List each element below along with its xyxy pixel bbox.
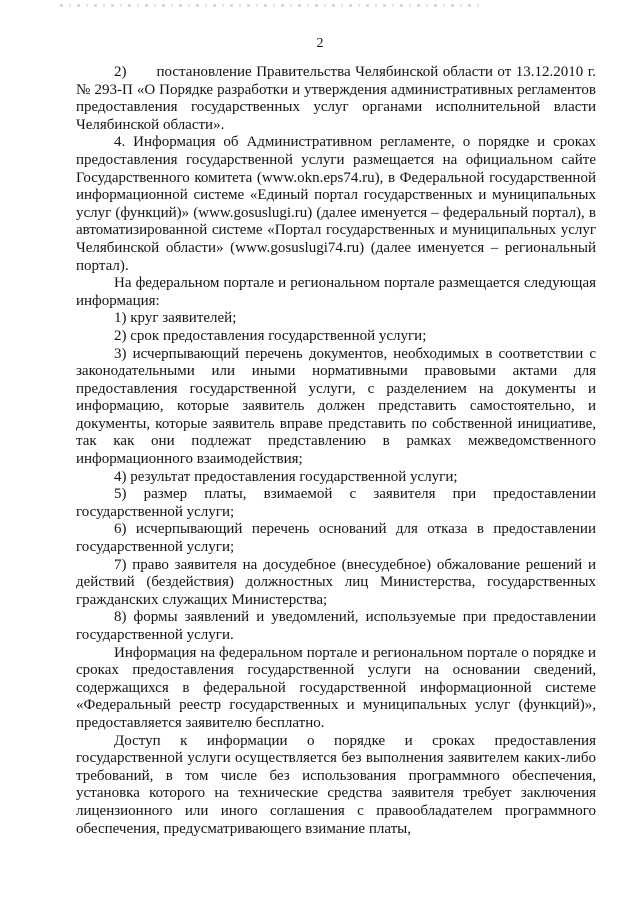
document-body: [76, 64, 596, 838]
page-number: 2: [316, 36, 324, 51]
paragraph-resolution-reference: 2) постановление Правительства Челябинской области от 13.12.2010 г. № 293-П «О Порядке разработки и утверждения административных регламентов предоставления государственных услуг органами исполнительной власти Челябинской области».: [76, 64, 596, 133]
list-item-applicants: 1) круг заявителей;: [114, 310, 237, 327]
scan-artifact: [60, 4, 480, 7]
list-item-refusal-grounds: 6) исчерпывающий перечень оснований для отказа в предоставлении государственной услуги;: [76, 521, 596, 556]
list-item-fee: 5) размер платы, взимаемой с заявителя при предоставлении государственной услуги;: [76, 486, 596, 520]
list-item-appeal-right: 7) право заявителя на досудебное (внесудебное) обжалование решений и действий (бездействия) должностных лиц Министерства, государственных гражданских служащих Министерства;: [76, 556, 596, 608]
list-item-term: 2) срок предоставления государственной услуги;: [114, 327, 427, 344]
paragraph-access-conditions: Доступ к информации о порядке и сроках предоставления государственной услуги осуществляется без выполнения заявителем каких-либо требований, в том числе без использования программного обеспечения, установка которого на технические средства заявителя требует заключения лицензионного или иного соглашения с правообладателем программного обеспечения, предусматривающего взимание платы,: [76, 732, 596, 837]
list-item-documents: 3) исчерпывающий перечень документов, необходимых в соответствии с законодательными или иными нормативными правовыми актами для предоставления государственной услуги, с разделением на документы и информацию, которые заявитель должен представить самостоятельно, и документы, которые заявитель вправе представить по собственной инициативе, так как они подлежат представлению в рамках межведомственного информационного взаимодействия;: [76, 345, 596, 468]
paragraph-free-information: Информация на федеральном портале и региональном портале о порядке и сроках предоставления государственной услуги на основании сведений, содержащихся в федеральной государственной информационной системе «Федеральный реестр государственных и муниципальных услуг (функций)», предоставляется заявителю бесплатно.: [76, 644, 596, 731]
paragraph-portal-info-intro: На федеральном портале и региональном портале размещается следующая информация:: [76, 275, 596, 309]
paragraph-4-information-placement: 4. Информация об Административном регламенте, о порядке и сроках предоставления государственной услуги размещается на официальном сайте Государственного комитета (www.okn.eps74.ru), в Федеральной государственной информационной системе «Единый портал государственных и муниципальных услуг (функций)» (www.gosuslugi.ru) (далее именуется – федеральный портал), в автоматизированной системе «Портал государственных и муниципальных услуг Челябинской области» (www.gosuslugi74.ru) (далее именуется – региональный портал).: [76, 134, 596, 274]
list-item-forms: 8) формы заявлений и уведомлений, используемые при предоставлении государственной услуги.: [76, 609, 596, 643]
list-item-result: 4) результат предоставления государственной услуги;: [114, 468, 458, 485]
